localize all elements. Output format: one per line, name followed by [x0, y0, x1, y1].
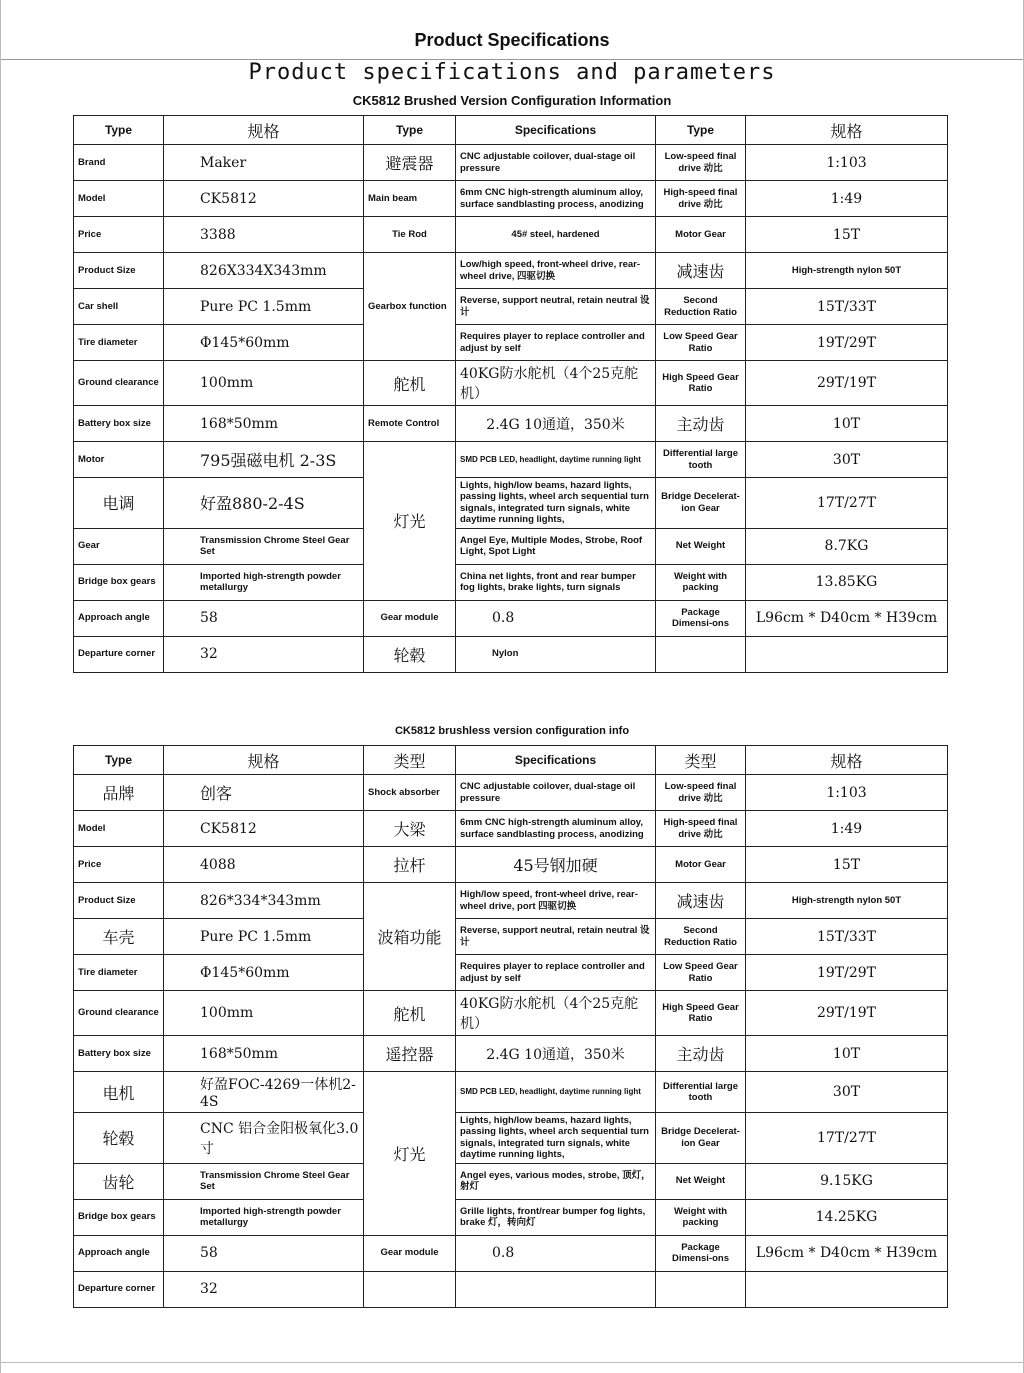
spec-value: 2.4G 10通道，350米: [456, 1036, 656, 1072]
spec-value: Pure PC 1.5mm: [164, 919, 364, 955]
type-label: High-speed final drive 动比: [656, 181, 746, 217]
type-label: 减速齿: [656, 883, 746, 919]
table-row: [74, 847, 948, 883]
spec-value: 15T: [746, 217, 948, 253]
type-label: Approach angle: [74, 600, 164, 636]
type-label: [364, 1271, 456, 1307]
brushed-spec-table: [73, 115, 948, 673]
type-label: Low-speed final drive 动比: [656, 775, 746, 811]
spec-value: [746, 636, 948, 672]
type-label: Gearbox function: [364, 253, 456, 361]
column-header: 规格: [164, 746, 364, 775]
spec-value: Pure PC 1.5mm: [164, 289, 364, 325]
spec-value: Maker: [164, 145, 364, 181]
spec-value: 13.85KG: [746, 564, 948, 600]
spec-value: Nylon: [456, 636, 656, 672]
page-title: Product Specifications: [414, 30, 610, 50]
type-label: 遥控器: [364, 1036, 456, 1072]
spec-value: 0.8: [456, 600, 656, 636]
type-label: High-speed final drive 动比: [656, 811, 746, 847]
table-row: [74, 955, 948, 991]
spec-value: 826*334*343mm: [164, 883, 364, 919]
spec-value: 1:49: [746, 181, 948, 217]
spec-value: 1:103: [746, 145, 948, 181]
spec-value: 168*50mm: [164, 406, 364, 442]
type-label: 拉杆: [364, 847, 456, 883]
type-label: Bridge box gears: [74, 564, 164, 600]
spec-value: 168*50mm: [164, 1036, 364, 1072]
table-row: [74, 253, 948, 289]
spec-value: 29T/19T: [746, 361, 948, 406]
table-row: [74, 883, 948, 919]
type-label: Battery box size: [74, 1036, 164, 1072]
spec-value: SMD PCB LED, headlight, daytime running light: [456, 442, 656, 478]
spec-value: CK5812: [164, 181, 364, 217]
type-label: Second Reduction Ratio: [656, 289, 746, 325]
column-header: 规格: [746, 116, 948, 145]
type-label: Net Weight: [656, 1163, 746, 1199]
spec-value: 6mm CNC high-strength aluminum alloy, surface sandblasting process, anodizing: [456, 181, 656, 217]
brushless-section-title: CK5812 brushless version configuration info: [394, 725, 630, 737]
table-row: [74, 1271, 948, 1307]
spec-value: L96cm * D40cm * H39cm: [746, 1235, 948, 1271]
spec-value: 1:103: [746, 775, 948, 811]
spec-value: 32: [164, 1271, 364, 1307]
spec-value: Angel eyes, various modes, strobe, 顶灯，射灯: [456, 1163, 656, 1199]
bottom-border: [0, 1362, 1024, 1363]
spec-value: High-strength nylon 50T: [746, 253, 948, 289]
type-label: Bridge Decelerat-ion Gear: [656, 478, 746, 529]
spec-value: 10T: [746, 1036, 948, 1072]
type-label: Ground clearance: [74, 361, 164, 406]
type-label: 车壳: [74, 919, 164, 955]
spec-value: 45号钢加硬: [456, 847, 656, 883]
spec-value: Angel Eye, Multiple Modes, Strobe, Roof Light, Spot Light: [456, 528, 656, 564]
spec-value: 0.8: [456, 1235, 656, 1271]
table-header-row: [74, 746, 948, 775]
column-header: Specifications: [456, 116, 656, 145]
table-row: [74, 1199, 948, 1235]
type-label: Battery box size: [74, 406, 164, 442]
spec-value: 40KG防水舵机（4个25克舵机）: [456, 991, 656, 1036]
type-label: Remote Control: [364, 406, 456, 442]
spec-value: 19T/29T: [746, 955, 948, 991]
page-subtitle: Product specifications and parameters: [248, 60, 776, 85]
type-label: Main beam: [364, 181, 456, 217]
table-row: [74, 406, 948, 442]
type-label: 轮毂: [364, 636, 456, 672]
type-label: 灯光: [364, 1072, 456, 1236]
spec-value: 3388: [164, 217, 364, 253]
type-label: Tire diameter: [74, 325, 164, 361]
column-header: 规格: [164, 116, 364, 145]
table-row: [74, 361, 948, 406]
table-row: [74, 775, 948, 811]
spec-value: 好盈FOC-4269一体机2-4S: [164, 1072, 364, 1113]
type-label: 舵机: [364, 991, 456, 1036]
type-label: Package Dimensi-ons: [656, 600, 746, 636]
type-label: Tie Rod: [364, 217, 456, 253]
spec-value: 2.4G 10通道，350米: [456, 406, 656, 442]
column-header: Type: [74, 116, 164, 145]
type-label: Shock absorber: [364, 775, 456, 811]
spec-value: 4088: [164, 847, 364, 883]
spec-value: CNC adjustable coilover, dual-stage oil pressure: [456, 145, 656, 181]
table-header-row: [74, 116, 948, 145]
table-row: [74, 289, 948, 325]
table-row: [74, 919, 948, 955]
table-row: [74, 528, 948, 564]
spec-value: Grille lights, front/rear bumper fog lights, brake 灯，转向灯: [456, 1199, 656, 1235]
type-label: 避震器: [364, 145, 456, 181]
table-row: [74, 600, 948, 636]
spec-value: SMD PCB LED, headlight, daytime running light: [456, 1072, 656, 1113]
spec-value: CNC 铝合金阳极氧化3.0寸: [164, 1113, 364, 1164]
type-label: Car shell: [74, 289, 164, 325]
table-row: [74, 991, 948, 1036]
table-row: [74, 1163, 948, 1199]
spec-value: Transmission Chrome Steel Gear Set: [164, 528, 364, 564]
type-label: High Speed Gear Ratio: [656, 361, 746, 406]
table-row: [74, 1113, 948, 1164]
left-border: [0, 0, 1, 1373]
type-label: High Speed Gear Ratio: [656, 991, 746, 1036]
type-label: Second Reduction Ratio: [656, 919, 746, 955]
type-label: 电机: [74, 1072, 164, 1113]
type-label: 舵机: [364, 361, 456, 406]
type-label: Model: [74, 181, 164, 217]
spec-value: 8.7KG: [746, 528, 948, 564]
table-row: [74, 181, 948, 217]
type-label: Low Speed Gear Ratio: [656, 325, 746, 361]
spec-value: 100mm: [164, 991, 364, 1036]
spec-value: 30T: [746, 1072, 948, 1113]
table-row: [74, 1072, 948, 1113]
spec-value: 1:49: [746, 811, 948, 847]
type-label: Approach angle: [74, 1235, 164, 1271]
spec-value: Low/high speed, front-wheel drive, rear-wheel drive, 四驱切换: [456, 253, 656, 289]
spec-value: 32: [164, 636, 364, 672]
spec-value: 19T/29T: [746, 325, 948, 361]
type-label: Brand: [74, 145, 164, 181]
type-label: Price: [74, 217, 164, 253]
spec-value: Requires player to replace controller and adjust by self: [456, 955, 656, 991]
spec-value: L96cm * D40cm * H39cm: [746, 600, 948, 636]
spec-value: 好盈880-2-4S: [164, 478, 364, 529]
spec-value: CK5812: [164, 811, 364, 847]
spec-value: 9.15KG: [746, 1163, 948, 1199]
type-label: Tire diameter: [74, 955, 164, 991]
spec-value: 15T: [746, 847, 948, 883]
column-header: 规格: [746, 746, 948, 775]
spec-value: 795强磁电机 2-3S: [164, 442, 364, 478]
type-label: 大梁: [364, 811, 456, 847]
spec-value: Reverse, support neutral, retain neutral 设计: [456, 289, 656, 325]
spec-value: Φ145*60mm: [164, 955, 364, 991]
spec-value: 15T/33T: [746, 919, 948, 955]
type-label: Low Speed Gear Ratio: [656, 955, 746, 991]
spec-value: 6mm CNC high-strength aluminum alloy, surface sandblasting process, anodizing: [456, 811, 656, 847]
type-label: Product Size: [74, 253, 164, 289]
type-label: Package Dimensi-ons: [656, 1235, 746, 1271]
type-label: Price: [74, 847, 164, 883]
spec-value: 40KG防水舵机（4个25克舵机）: [456, 361, 656, 406]
type-label: Gear: [74, 528, 164, 564]
type-label: 波箱功能: [364, 883, 456, 991]
spec-value: CNC adjustable coilover, dual-stage oil pressure: [456, 775, 656, 811]
type-label: Low-speed final drive 动比: [656, 145, 746, 181]
spec-value: 30T: [746, 442, 948, 478]
type-label: 灯光: [364, 442, 456, 601]
type-label: Net Weight: [656, 528, 746, 564]
type-label: Differential large tooth: [656, 442, 746, 478]
type-label: 品牌: [74, 775, 164, 811]
spec-value: High/low speed, front-wheel drive, rear-wheel drive, port 四驱切换: [456, 883, 656, 919]
type-label: Gear module: [364, 1235, 456, 1271]
spec-value: Imported high-strength powder metallurgy: [164, 564, 364, 600]
column-header: Type: [364, 116, 456, 145]
spec-value: 17T/27T: [746, 478, 948, 529]
table-row: [74, 811, 948, 847]
type-label: Departure corner: [74, 1271, 164, 1307]
type-label: Ground clearance: [74, 991, 164, 1036]
type-label: 齿轮: [74, 1163, 164, 1199]
spec-value: Φ145*60mm: [164, 325, 364, 361]
type-label: Motor Gear: [656, 217, 746, 253]
spec-value: Reverse, support neutral, retain neutral 设计: [456, 919, 656, 955]
table-row: [74, 636, 948, 672]
spec-value: 14.25KG: [746, 1199, 948, 1235]
spec-value: 58: [164, 600, 364, 636]
type-label: 轮毂: [74, 1113, 164, 1164]
spec-value: Imported high-strength powder metallurgy: [164, 1199, 364, 1235]
table-row: [74, 1235, 948, 1271]
spec-value: Lights, high/low beams, hazard lights, passing lights, wheel arch sequential turn signals, integrated turn signals, white daytime running lights,: [456, 478, 656, 529]
column-header: Specifications: [456, 746, 656, 775]
spec-value: 45# steel, hardened: [456, 217, 656, 253]
spec-value: 17T/27T: [746, 1113, 948, 1164]
type-label: Product Size: [74, 883, 164, 919]
column-header: 类型: [364, 746, 456, 775]
table-row: [74, 217, 948, 253]
type-label: Bridge box gears: [74, 1199, 164, 1235]
type-label: Differential large tooth: [656, 1072, 746, 1113]
spec-value: 826X334X343mm: [164, 253, 364, 289]
type-label: Bridge Decelerat-ion Gear: [656, 1113, 746, 1164]
table-row: [74, 564, 948, 600]
table-row: [74, 442, 948, 478]
type-label: Weight with packing: [656, 564, 746, 600]
type-label: 主动齿: [656, 1036, 746, 1072]
spec-value: [456, 1271, 656, 1307]
spec-value: 100mm: [164, 361, 364, 406]
type-label: [656, 636, 746, 672]
spec-value: High-strength nylon 50T: [746, 883, 948, 919]
spec-value: [746, 1271, 948, 1307]
table-row: [74, 145, 948, 181]
spec-value: Lights, high/low beams, hazard lights, passing lights, wheel arch sequential turn signals, integrated turn signals, white daytime running lights,: [456, 1113, 656, 1164]
type-label: 电调: [74, 478, 164, 529]
spec-value: 创客: [164, 775, 364, 811]
brushless-spec-table: [73, 745, 948, 1308]
type-label: 减速齿: [656, 253, 746, 289]
type-label: Motor: [74, 442, 164, 478]
spec-value: 58: [164, 1235, 364, 1271]
spec-value: Requires player to replace controller and adjust by self: [456, 325, 656, 361]
column-header: 类型: [656, 746, 746, 775]
type-label: Model: [74, 811, 164, 847]
brushed-section-title: CK5812 Brushed Version Configuration Information: [352, 93, 672, 108]
type-label: [656, 1271, 746, 1307]
table-row: [74, 325, 948, 361]
type-label: 主动齿: [656, 406, 746, 442]
spec-value: 10T: [746, 406, 948, 442]
spec-value: China net lights, front and rear bumper fog lights, brake lights, turn signals: [456, 564, 656, 600]
type-label: Motor Gear: [656, 847, 746, 883]
type-label: Departure corner: [74, 636, 164, 672]
table-row: [74, 478, 948, 529]
type-label: Gear module: [364, 600, 456, 636]
column-header: Type: [74, 746, 164, 775]
spec-value: 15T/33T: [746, 289, 948, 325]
type-label: Weight with packing: [656, 1199, 746, 1235]
column-header: Type: [656, 116, 746, 145]
spec-value: 29T/19T: [746, 991, 948, 1036]
table-row: [74, 1036, 948, 1072]
spec-value: Transmission Chrome Steel Gear Set: [164, 1163, 364, 1199]
